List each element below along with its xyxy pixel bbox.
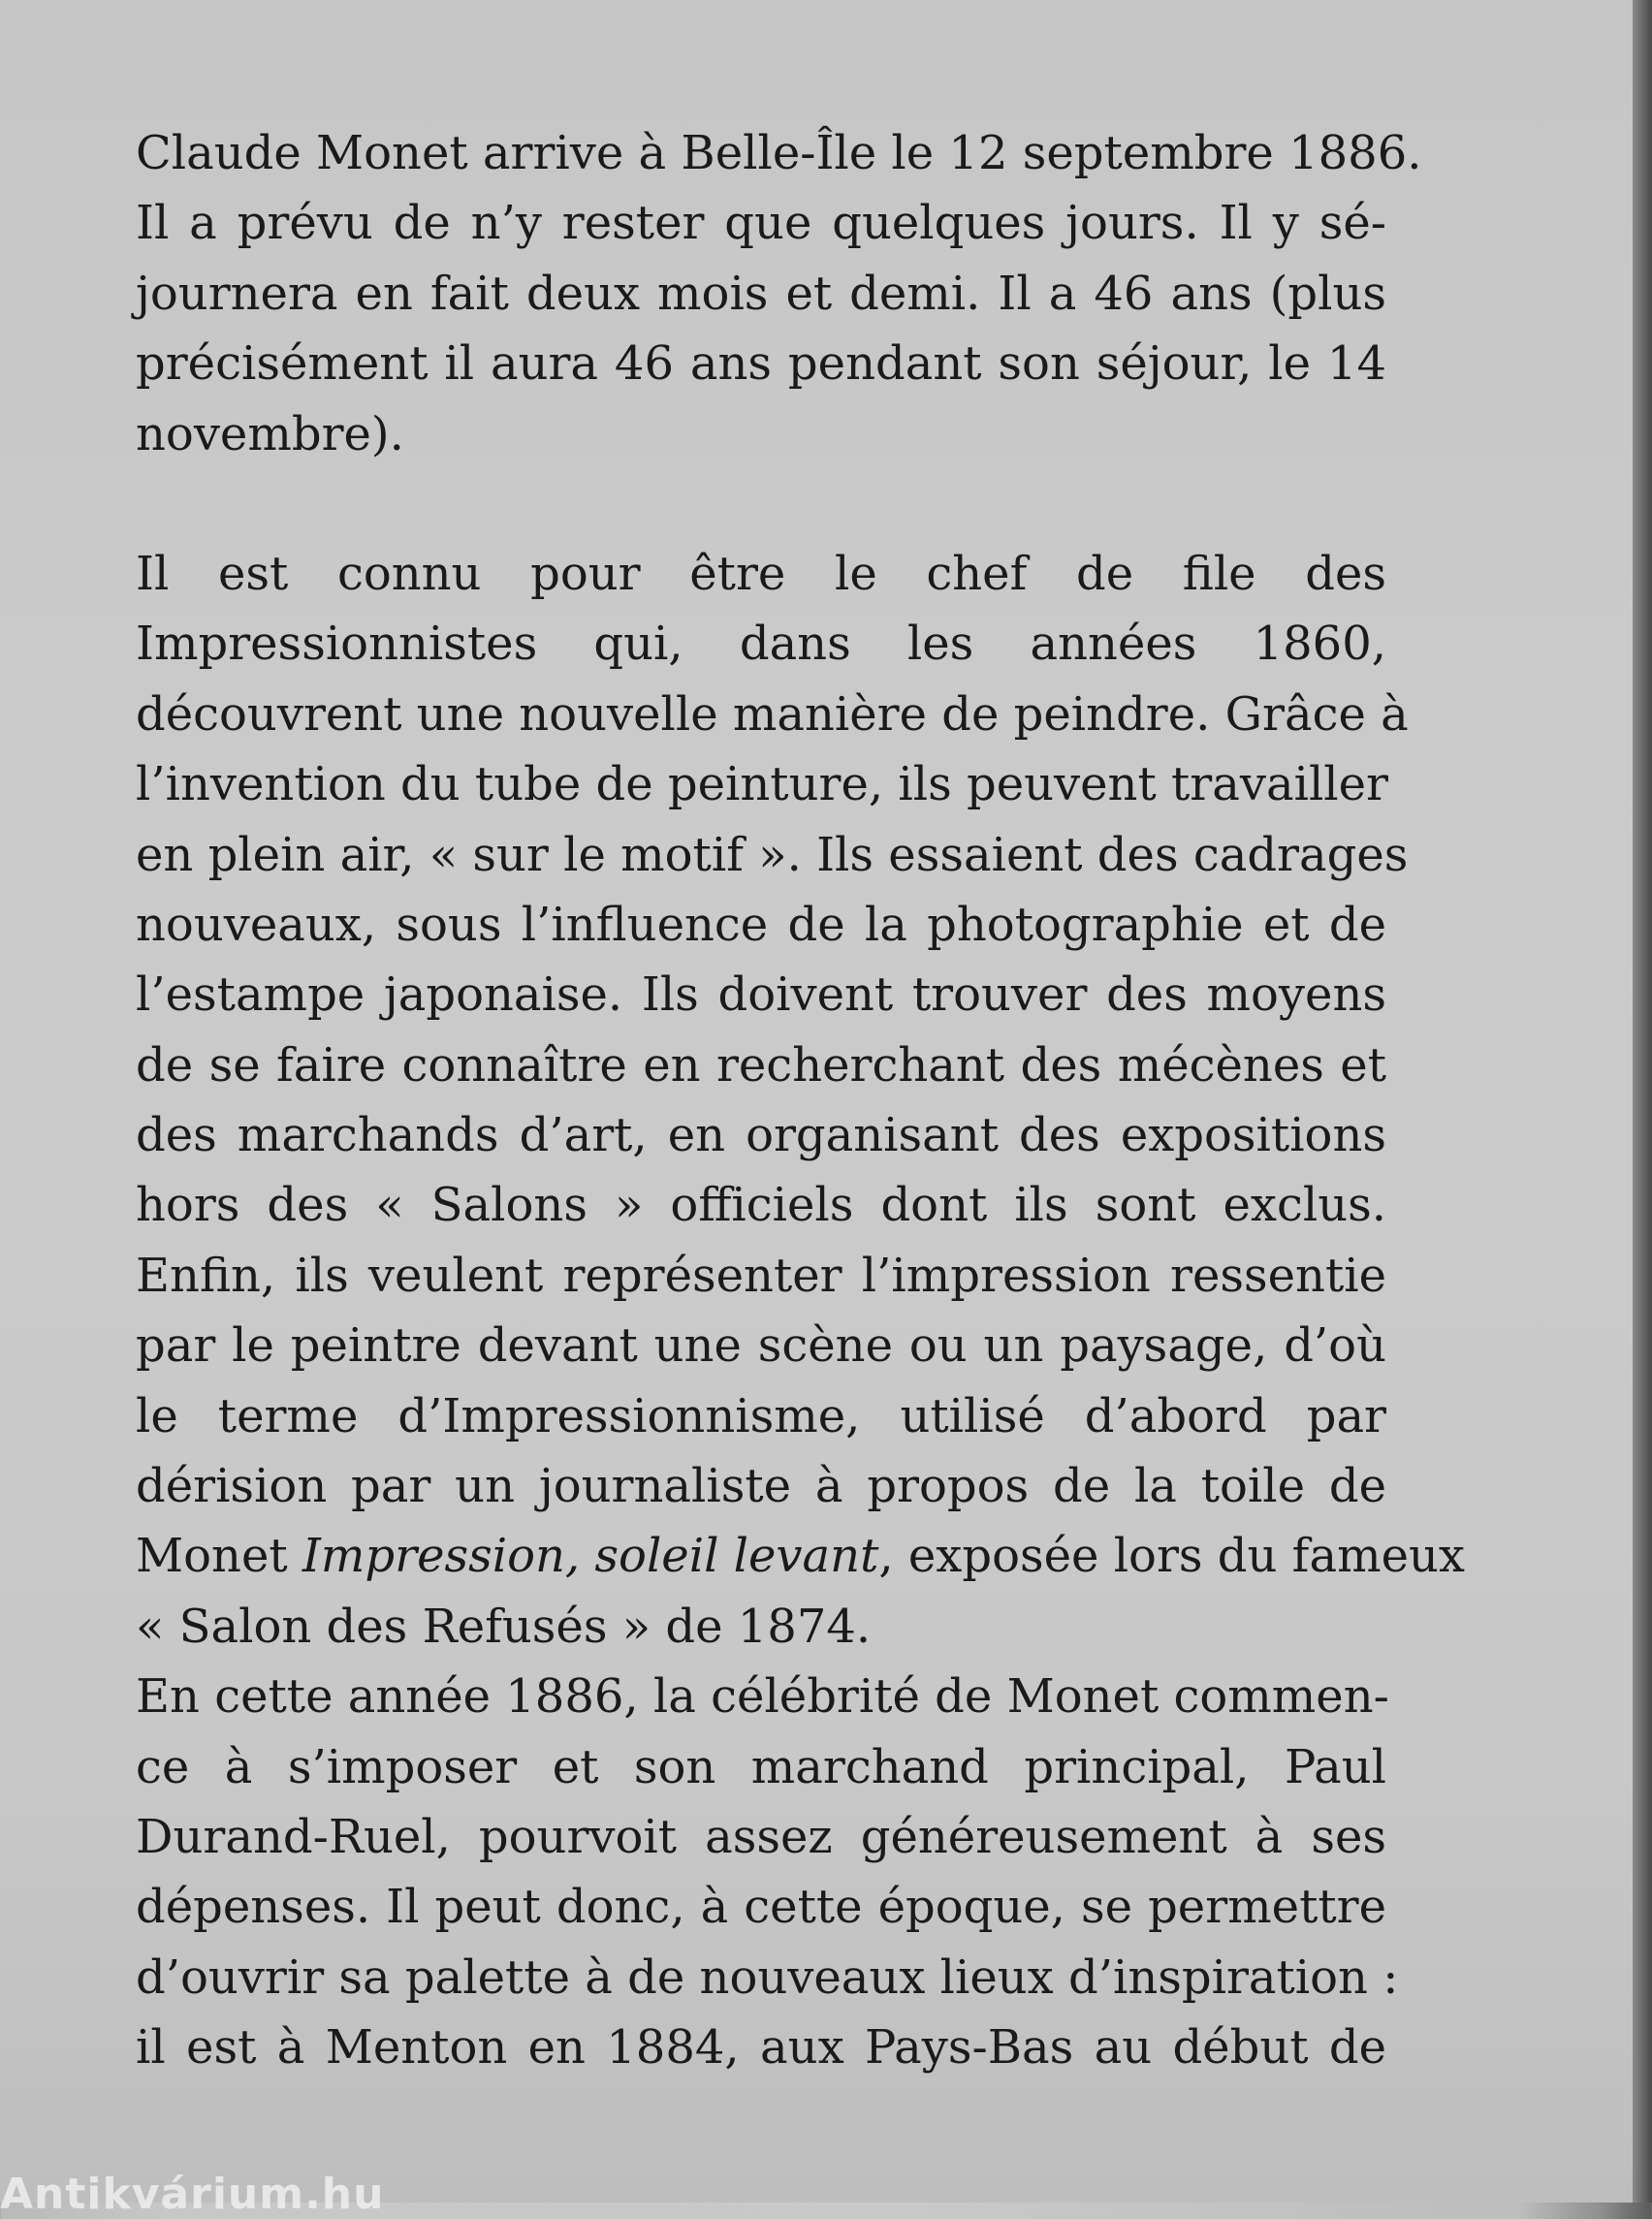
text-line: dérision par un journaliste à propos de la toile de [136,1459,1386,1514]
text-line: d’ouvrir sa palette à de nouveaux lieux d’inspiration : [136,1950,1399,2005]
watermark: Antikvárium.hu [0,2170,385,2219]
text-line: le terme d’Impressionnisme, utilisé d’abord par [136,1388,1386,1443]
text-line: En cette année 1886, la célébrité de Monet commen- [136,1669,1389,1725]
text-line: l’estampe japonaise. Ils doivent trouver des moyens [136,967,1386,1023]
text-segment: , exposée lors du fameux [878,1529,1465,1584]
text-line: il est à Menton en 1884, aux Pays-Bas au début de [136,2020,1386,2076]
text-line: Durand-Ruel, pourvoit assez généreusement à ses [136,1809,1386,1864]
text-line: en plein air, « sur le motif ». Ils essaient des cadrages [136,827,1409,882]
paragraph-1886 [136,1662,1399,2082]
text-line: Il est connu pour être le chef de file des [136,546,1386,601]
page-edge-shadow [1633,0,1652,2203]
text-line: l’invention du tube de peinture, ils peuvent travailler [136,757,1388,812]
text-line: par le peintre devant une scène ou un paysage, d’où [136,1318,1386,1374]
text-line: Impressionnistes qui, dans les années 1860, [136,617,1386,672]
text-segment: Monet [136,1529,302,1584]
text-line: de se faire connaître en recherchant des mécènes et [136,1037,1386,1093]
text-line: journera en fait deux mois et demi. Il a 46 ans (plus [136,266,1386,321]
artwork-title: Impression, soleil levant [302,1529,879,1584]
text-line: Il a prévu de n’y rester que quelques jours. Il y sé- [136,196,1386,251]
text-line: nouveaux, sous l’influence de la photographie et de [136,897,1386,952]
text-line: Enfin, ils veulent représenter l’impression ressentie [136,1248,1386,1303]
text-line: découvrent une nouvelle manière de peindre. Grâce à [136,686,1409,742]
text-line: précisément il aura 46 ans pendant son séjour, le 14 [136,336,1386,392]
text-line: Claude Monet arrive à Belle-Île le 12 septembre 1886. [136,126,1422,180]
text-line: des marchands d’art, en organisant des expositions [136,1108,1386,1163]
paragraph-arrival [136,118,1422,469]
text-line: hors des « Salons » officiels dont ils sont exclus. [136,1178,1386,1233]
text-line: ce à s’imposer et son marchand principal, Paul [136,1739,1386,1794]
body-text [136,118,1465,2083]
text-line: dépenses. Il peut donc, à cette époque, se permettre [136,1880,1386,1935]
text-line: « Salon des Refusés » de 1874. [136,1599,872,1654]
paragraph-impressionism [136,539,1465,1662]
text-line-with-title [136,1521,1465,1591]
text-line: novembre). [136,406,404,461]
